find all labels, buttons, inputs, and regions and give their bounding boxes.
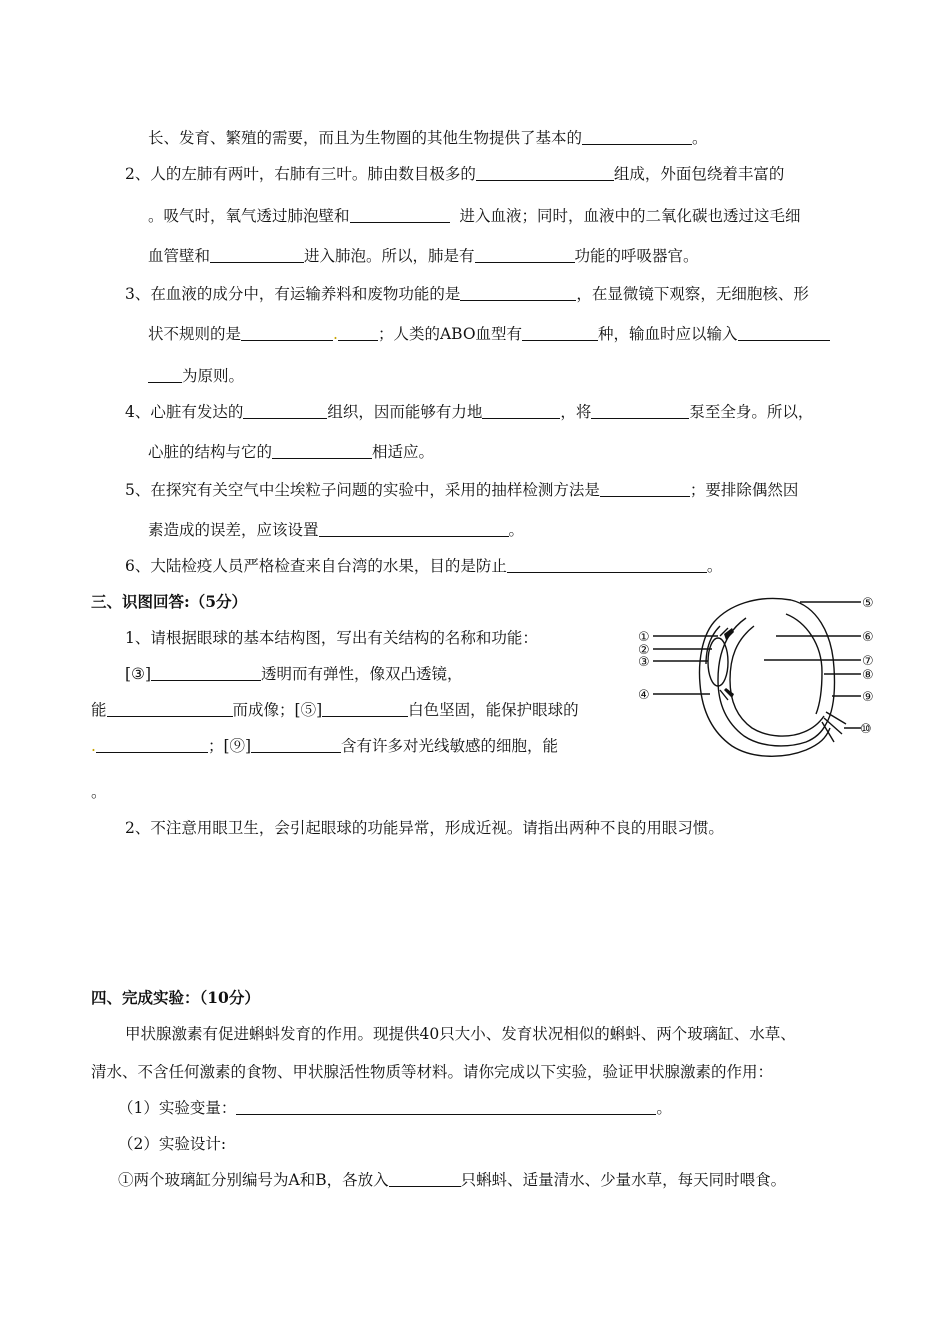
answer-blank[interactable] [600, 480, 690, 497]
answer-blank[interactable] [236, 1098, 656, 1115]
answer-blank[interactable] [460, 284, 576, 301]
section-3-q1-line-3: 能 而成像；[⑤] 白色坚固，能保护眼球的 [91, 701, 579, 719]
eye-label-9: ⑨ [862, 690, 874, 705]
retina-outline [730, 626, 824, 736]
section-3-q1-line-1: 1、请根据眼球的基本结构图，写出有关结构的名称和功能： [125, 629, 538, 647]
answer-blank[interactable] [243, 402, 327, 419]
question-3-line-2: 状不规则的是 . ；人类的ABO血型有 种，输血时应以输入 [148, 324, 830, 344]
answer-blank[interactable] [738, 324, 830, 341]
eye-label-3: ③ [638, 655, 650, 670]
answer-blank[interactable] [322, 700, 408, 717]
answer-blank[interactable] [107, 700, 233, 717]
answer-blank[interactable] [96, 736, 208, 753]
eye-label-7: ⑦ [862, 654, 874, 669]
answer-blank[interactable] [389, 1170, 461, 1187]
answer-blank[interactable] [272, 442, 372, 459]
answer-blank[interactable] [482, 402, 560, 419]
question-2-line-2: 。吸气时，氧气透过肺泡壁和 进入血液；同时，血液中的二氧化碳也透过这毛细 [148, 207, 801, 225]
answer-blank[interactable] [210, 246, 304, 263]
question-5-line-1: 5、在探究有关空气中尘埃粒子问题的实验中，采用的抽样检测方法是 ；要排除偶然因 [125, 481, 799, 499]
stray-mark: . [333, 325, 338, 343]
eyeball-structure-diagram [636, 592, 882, 764]
section-3-q1-line-5: 。 [91, 783, 107, 801]
answer-blank[interactable] [591, 402, 689, 419]
section-4-paragraph-2: 清水、不含任何激素的食物、甲状腺活性物质等材料。请你完成以下实验，验证甲状腺激素的作用： [91, 1063, 774, 1081]
eyeball-right-edge [791, 600, 835, 724]
eye-label-6: ⑥ [862, 630, 874, 645]
answer-blank[interactable] [522, 324, 598, 341]
eye-label-1: ① [638, 630, 650, 645]
answer-blank[interactable] [338, 324, 378, 341]
section-3-title: 三、识图回答:（5分） [91, 592, 248, 611]
section-4-title: 四、完成实验：（10分） [91, 988, 260, 1007]
section-3-q2: 2、不注意用眼卫生，会引起眼球的功能异常，形成近视。请指出两种不良的用眼习惯。 [125, 819, 724, 837]
question-4-line-2: 心脏的结构与它的 相适应。 [148, 443, 435, 461]
answer-blank[interactable] [151, 664, 261, 681]
question-6: 6、大陆检疫人员严格检查来自台湾的水果，目的是防止 。 [125, 557, 723, 575]
section-3-q1-line-4: . ；[⑨] 含有许多对光线敏感的细胞，能 [91, 737, 559, 755]
answer-blank[interactable] [507, 556, 707, 573]
question-4-line-1: 4、心脏有发达的 组织，因而能够有力地 ，将 泵至全身。所以， [125, 403, 814, 421]
eyeball-right-inner [786, 614, 822, 714]
eye-label-4: ④ [638, 688, 650, 703]
experiment-variable-item: （1）实验变量： 。 [118, 1099, 672, 1117]
q1-continuation: 长、发育、繁殖的需要，而且为生物圈的其他生物提供了基本的 。 [148, 129, 708, 147]
question-2-line-1: 2、人的左肺有两叶，右肺有三叶。肺由数目极多的 组成，外面包绕着丰富的 [125, 165, 785, 183]
answer-blank[interactable] [582, 128, 692, 145]
choroid-outline [718, 618, 826, 746]
question-2-line-3: 血管壁和 进入肺泡。所以，肺是有 功能的呼吸器官。 [148, 247, 699, 265]
optic-nerve [822, 712, 846, 742]
answer-blank[interactable] [148, 366, 182, 383]
experiment-step-1: ①两个玻璃缸分别编号为A和B，各放入 只蝌蚪、适量清水、少量水草，每天同时喂食。 [118, 1171, 787, 1189]
answer-blank[interactable] [475, 246, 575, 263]
section-3-q1-line-2: [③] 透明而有弹性，像双凸透镜， [125, 665, 463, 683]
question-3-line-3: 为原则。 [148, 366, 244, 386]
eye-label-2: ② [638, 643, 650, 658]
eye-label-8: ⑧ [862, 668, 874, 683]
stray-mark: . [91, 737, 96, 755]
eye-label-10: ⑩ [860, 722, 872, 737]
answer-blank[interactable] [319, 520, 509, 537]
section-4-paragraph-1: 甲状腺激素有促进蝌蚪发育的作用。现提供40只大小、发育状况相似的蝌蚪、两个玻璃缸、水草、 [125, 1025, 796, 1043]
iris [724, 628, 734, 698]
eye-label-5: ⑤ [862, 596, 874, 611]
sclera-outline [700, 598, 830, 756]
question-3-line-1: 3、在血液的成分中，有运输养料和废物功能的是 ，在显微镜下观察，无细胞核、形 [125, 285, 809, 303]
experiment-design-item: （2）实验设计: [118, 1135, 227, 1153]
answer-blank[interactable] [350, 206, 450, 223]
question-5-line-2: 素造成的误差，应该设置 。 [148, 521, 525, 539]
answer-blank[interactable] [241, 324, 333, 341]
answer-blank[interactable] [476, 164, 614, 181]
answer-blank[interactable] [251, 736, 341, 753]
